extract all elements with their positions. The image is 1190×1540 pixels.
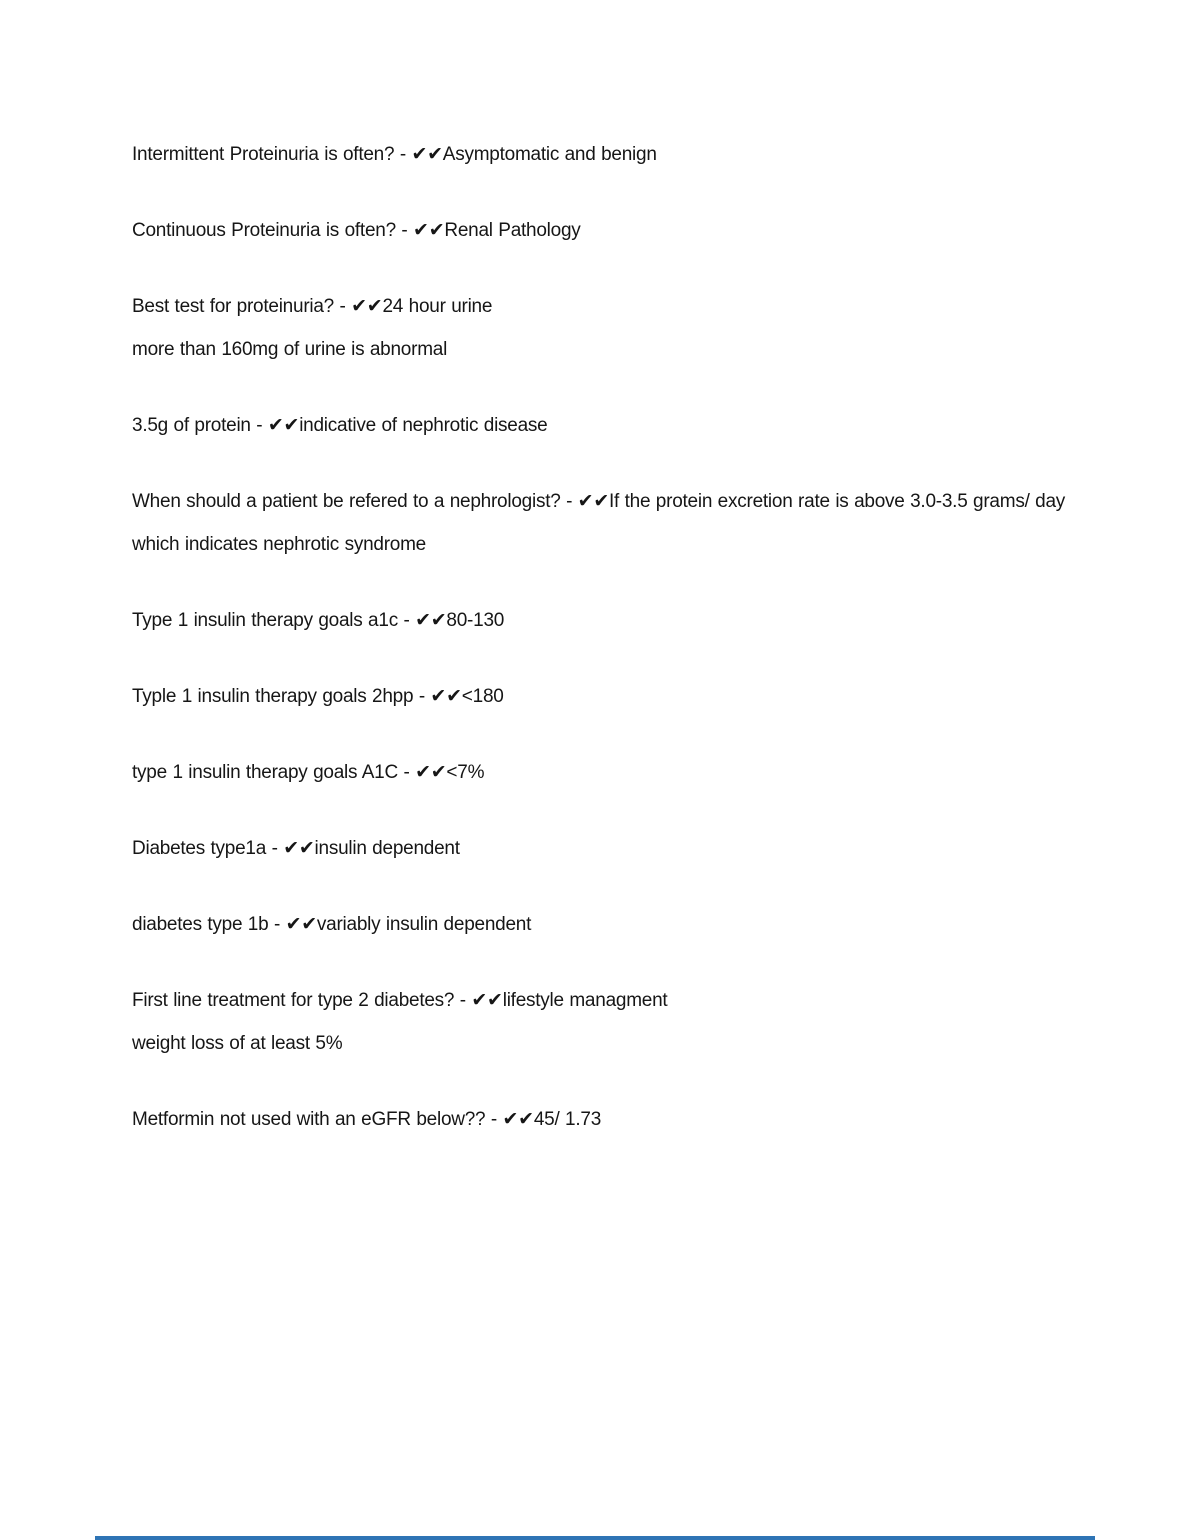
- qa-line: type 1 insulin therapy goals A1C - ✔✔<7%: [132, 762, 485, 783]
- qa-block: [132, 292, 1112, 364]
- qa-line: which indicates nephrotic syndrome: [132, 534, 426, 555]
- qa-block: [132, 986, 1112, 1058]
- qa-block: [132, 411, 1112, 440]
- qa-line: First line treatment for type 2 diabetes? - ✔✔lifestyle managment: [132, 990, 668, 1011]
- qa-block: [132, 487, 1112, 559]
- qa-block: [132, 910, 1112, 939]
- qa-line: Type 1 insulin therapy goals a1c - ✔✔80-130: [132, 610, 505, 631]
- qa-line: Continuous Proteinuria is often? - ✔✔Renal Pathology: [132, 220, 581, 241]
- qa-line: weight loss of at least 5%: [132, 1033, 343, 1054]
- qa-block: [132, 834, 1112, 863]
- qa-block: [132, 140, 1112, 169]
- qa-line: When should a patient be refered to a nephrologist? - ✔✔If the protein excretion rate is above 3.0-3.5 grams/ day: [132, 491, 1066, 512]
- qa-block: [132, 682, 1112, 711]
- qa-block: [132, 1105, 1112, 1134]
- qa-block: [132, 758, 1112, 787]
- qa-block: [132, 216, 1112, 245]
- qa-line: Typle 1 insulin therapy goals 2hpp - ✔✔<180: [132, 686, 504, 707]
- qa-blocks: [132, 140, 1112, 1181]
- qa-line: 3.5g of protein - ✔✔indicative of nephrotic disease: [132, 415, 548, 436]
- qa-line: more than 160mg of urine is abnormal: [132, 339, 448, 360]
- qa-line: Metformin not used with an eGFR below?? - ✔✔45/ 1.73: [132, 1109, 602, 1130]
- page-bottom-rule: [95, 1536, 1095, 1540]
- qa-line: Diabetes type1a - ✔✔insulin dependent: [132, 838, 460, 859]
- qa-line: Best test for proteinuria? - ✔✔24 hour urine: [132, 296, 493, 317]
- qa-line: diabetes type 1b - ✔✔variably insulin dependent: [132, 914, 532, 935]
- qa-block: [132, 606, 1112, 635]
- qa-line: Intermittent Proteinuria is often? - ✔✔Asymptomatic and benign: [132, 144, 657, 165]
